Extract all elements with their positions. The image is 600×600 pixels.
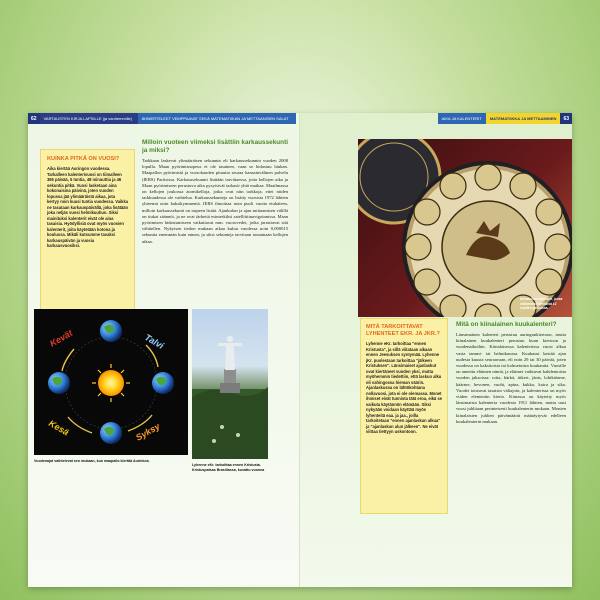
left-section-title: VARTAUSTEN KIRJA LAPSILLE (ja vanhemmille) [40, 113, 138, 124]
left-subsection-title: ÄHMERTELEET VEMPPAAVAT SEKÄ MATEMATIIKAN JA METTAANISEN SALAT [138, 113, 296, 124]
page-number-right: 63 [560, 113, 572, 124]
right-page-header [300, 113, 572, 124]
calendar-caption: Kiinalainen kalenteri, jossa eläinmerkit kiertävät 12 vuoden jaksoissa. [520, 297, 563, 311]
article-title: Milloin vuoteen viimeksi lisättiin karkaussekunti ja miksi? [142, 139, 288, 154]
article-text: Tarkkaan laskevat ylimääräisen sekunnin eli karkaussekunnin vuoden 2008 lopulla. Maan pyörimisnopeus ei ole tasainen, vaan se hidastuu hiukan. Maapallon pyörimistä ja vuorokauden pituutta seuraa kansainvälinen palvelu (IERS) Pariisissa. Karkaussekunnit lisätään tarvittaessa, jotta kellojen aika ja Maan pyörimiseen perustuva aika pysyisivät tarkasti yhtä matkaa. Maailmassa on kellojen joukossa atomikelloja, jotka ovat niin tarkkoja, ettei niiden tarkkuudessa ole vaihtelua. Karkaussekunteja on lisätty vuosista 1972 lähtien yhteensä noin kaksikymmentä. IERS ilmoittaa noin puoli vuotta etukäteen, milloin karkaussekunti on tarpeen lisätä. Ajankulun ja ajan mittaamisen välillä on tiukat säännöt, ja ne ovat tärkeitä esimerkiksi satelliittinavigoinnissa. Maan pyörimisen hidastumiseen vaikuttavat mm. vuorovedet, jotka jarruttavat sitä vähitellen. Nykyisen tiedon mukaan aikaa kuluu vuodessa noin 0,000015 sekuntia enemmän kuin ennen, ja siksi sekunteja tarvitaan tasaamaan kellojen aikaa. [142, 158, 288, 244]
page-number-left: 62 [28, 113, 40, 124]
season-label-spring: Kevät [48, 327, 75, 349]
right-article-text: Länsimainen kalenteri perustuu auringonkiertoon, mutta kiinalainen kuukalenteri perustuu kuun kiertoon ja vuodenaikoihin. Kiinalaisessa kalenterissa vuosi alkaa vasta tammi- tai helmikuussa. Kuukausi kestää ajan uudesta kuusta seuraavaan, eli noin 29 tai 30 päivää, joten vuodessa on kaksitoista tai kolmetoista kuukautta. Vuosille on annettu eläinten nimiä, ja eläimet vaihtuvat kahdentoista vuoden jaksoissa: rotta, härkä, tiikeri, jänis, lohikäärme, käärme, hevonen, vuohi, apina, kukko, koira ja sika. Vuodet toistuvat tasaisin väliajoin, ja kalenterissa on myös viiden elementin kierto. Kiinassa on käytetty myös länsimaista kalenteria vuodesta 1911 lähtien, mutta uusi vuosi juhlitaan perinteisesti kuukalenterin mukaan. Monien kiinalaisten juhlien päivämäärät määräytyvät edelleen kuukalenterin mukaan. [456, 332, 566, 424]
chinese-calendar-article [456, 321, 566, 581]
seasons-diagram [34, 309, 188, 455]
statue-illustration [192, 309, 268, 459]
left-page-header [28, 113, 300, 124]
box-title-abbreviations: MITÄ TARKOITTAVAT LYHENTEET EKR. JA JKR.? [366, 324, 440, 337]
box-text-abbreviations: Lyhenne eKr. tarkoittaa "ennen Kristusta", ja sillä viitataan aikaan ennen Jeesuksen syntymää. Lyhenne jKr. puolestaan tarkoittaa "jälkeen Kristuksen". Länsimaiset ajanlaskut ovat kiertäneet vuoden yksi, mutta myöhemmin tiedettiin, että laskun alku oli vahingossa hieman väärin. Ajanlaskussa on lähtökohtana nollavuosi, jota ei ole olemassa. Monet ihmiset eivät tunnista tätä eroa, eikä se vaikuta käytännön elämään. Siksi nykyään voidaan käyttää myös lyhenteitä eaa. ja jaa., joilla tarkoitetaan "ennen ajanlaskun alkua" ja "ajanlaskun alun jälkeen". Ne eivät viittaa tiettyyn uskontoon. [366, 341, 442, 434]
rio-caption: Lyhenne eKr. tarkoittaa ennen Kristusta. Kristuspatsas Brasiliassa, kuvattu vuonna [192, 463, 265, 472]
season-label-autumn: Syksy [134, 421, 162, 443]
book-spread [28, 113, 572, 587]
box-title: KUINKA PITKÄ ON VUOSI? [47, 156, 120, 162]
right-page [300, 113, 572, 587]
right-section-title: AIKA JA KALENTERIT [438, 113, 486, 124]
christ-statue-photo [192, 309, 268, 459]
seasons-caption: Vuodenajat vaihtelevat sen mukaan, kun maapallo kiertää Aurinkoa. [34, 459, 150, 463]
season-label-summer: Kesä [47, 418, 71, 438]
right-article-title: Mitä on kiinalainen kuukalenteri? [456, 321, 557, 328]
season-label-winter: Talvi [143, 332, 166, 351]
sun-icon [98, 370, 124, 396]
seasons-illustration [34, 309, 188, 455]
chinese-calendar-photo [358, 139, 572, 317]
calendar-illustration [358, 139, 572, 317]
right-subsection-title: MATEMATIIKKA JA METTAAMINEN [486, 113, 561, 124]
abbreviations-box [360, 318, 448, 514]
left-page [28, 113, 300, 587]
box-text: Aika kiertää Auringon vuodessa. Tarkalleen kalenterivuosi on tiimalleen 365 päivää, 5 tuntia, 48 minuuttia ja 46 sekuntia pitkä. Vuosi lasketaan aina kokonaisina päivinä, joten vuoden lopussa jää ylimääräistä aikaa, jota kertyy noin kuusi tuntia vuodessa. Vaikka ne tasataan karkauspäivällä, joka lisätään joka neljäs vuosi helmikuuhun. Siksi mainituksi kalenterit eivät ole aina tasaisia. Hyödyllisiä ovat myös vuosien kalenterit, joita käytetään kotona ja koulussa. Mikäli kutsumme tavaksi karkauspäivän ja vuosia karkausvuosiksi. [47, 166, 129, 248]
article-column [142, 139, 288, 325]
